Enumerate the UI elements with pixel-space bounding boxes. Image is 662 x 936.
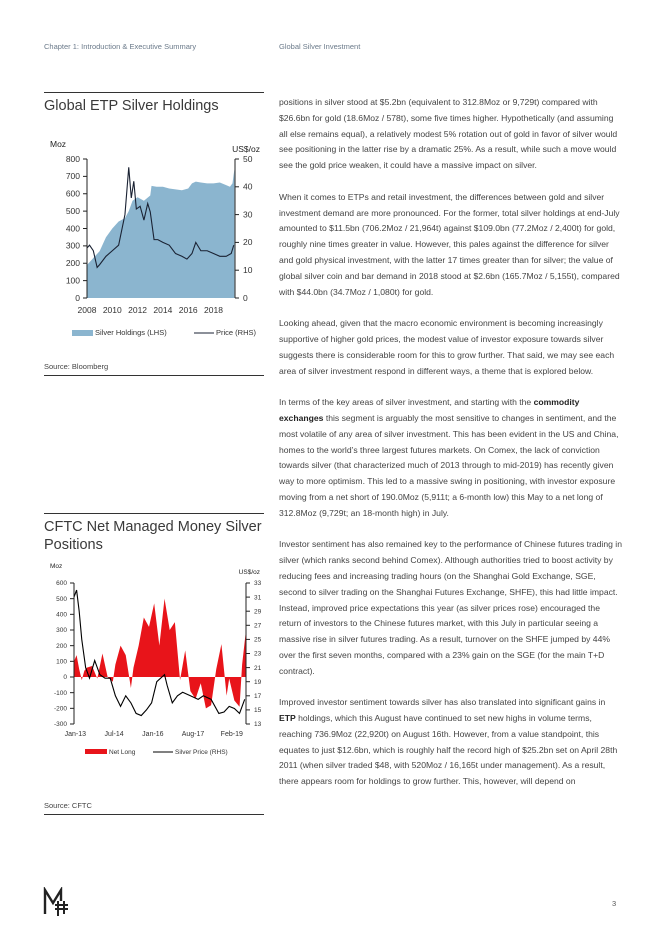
left-tick-label: 300 — [65, 240, 80, 251]
right-tick-label: 29 — [254, 608, 262, 616]
right-tick-label: 13 — [254, 721, 262, 729]
left-tick-label: 300 — [56, 627, 67, 635]
right-tick-label: 17 — [254, 692, 262, 700]
left-tick-label: 500 — [65, 205, 80, 216]
left-tick-label: 500 — [56, 595, 67, 603]
x-tick-label: 2008 — [77, 305, 97, 315]
paragraph-text: holdings, which this August have continued to set new highs in volume terms, reaching 736.9Moz (22,920t) on August 16th. However, from a value standpoint, this equates to just $12.6bn, which is roughly half the record high of $25.2bn set on April 28th 2011 (when silver traded $48, with 520Moz / 16,165t under management). As a result, there appears room for holdings to grow further. This, however, will depend on — [279, 713, 618, 787]
x-tick-label: 2016 — [178, 305, 198, 315]
legend-swatch-area — [72, 330, 93, 336]
right-tick-label: 30 — [243, 209, 253, 220]
paragraph: positions in silver stood at $5.2bn (equivalent to 312.8Moz or 9,729t) compared with $26.6bn for gold (18.6Moz / 578t), some five times higher. Hypothetically (and assuming all else remains equal), a relatively modest 5% rotation out of gold in favor of silver would see positioning in the latter rise by a dramatic 25%. As a result, while such a move would see the gold price weaken, it could have a massive impact on silver. — [279, 97, 618, 171]
left-tick-label: 100 — [65, 275, 80, 286]
legend-swatch-area — [85, 749, 107, 754]
left-tick-label: -200 — [53, 705, 67, 713]
right-axis-title: US$/oz — [232, 144, 260, 154]
left-tick-label: 200 — [56, 642, 67, 650]
left-tick-label: -300 — [53, 721, 67, 729]
x-tick-label: 2012 — [128, 305, 148, 315]
right-tick-label: 19 — [254, 678, 262, 686]
paragraph — [279, 395, 624, 521]
chart2-top-rule — [44, 513, 264, 514]
x-tick-label: Feb-19 — [220, 731, 243, 738]
paragraph-text: Improved investor sentiment towards silver has also translated into significant gains in — [279, 697, 606, 708]
section-header: Global Silver Investment — [279, 42, 361, 51]
left-tick-label: 400 — [65, 223, 80, 234]
right-axis-title: US$/oz — [238, 569, 260, 576]
bold-term: commodity exchanges — [279, 397, 580, 423]
right-tick-label: 10 — [243, 265, 253, 276]
paragraph-text: this segment is arguably the most sensitive to changes in sentiment, and the most volatile of any area of silver investment. This has been evident in the US and China, homes to the world’s three largest futures markets. On Comex, the lack of conviction towards silver (that characterized much of 2013 through to mid-2019) has recently given way to more optimism. This led to a massive swing in positioning, with investor exposure moving from a net short of 190.0Moz (5,911t; a 6-month low) this May to a net long of 312.8Moz (9,729t; an 18-month high) in July. — [279, 412, 619, 518]
chart2-source: Source: CFTC — [44, 801, 92, 810]
right-tick-label: 27 — [254, 622, 262, 630]
left-tick-label: 600 — [65, 188, 80, 199]
x-tick-label: Jan-16 — [142, 731, 164, 738]
left-tick-label: -100 — [53, 689, 67, 697]
legend-label-line: Price (RHS) — [216, 328, 257, 337]
right-tick-label: 25 — [254, 636, 262, 644]
chart1-bottom-rule — [44, 375, 264, 376]
paragraph: When it comes to ETPs and retail investment, the differences between gold and silver investment demand are more pronounced. For the former, total silver holdings at end-July amounted to $11.5bn (706.2Moz / 21,964t) against $109.0bn (77.2Moz / 2,400t) for gold, roughly nine times greater in value. However, this pales against the difference for silver and gold physical investment, with the latter 17 times greater than for silver; the value of global silver coin and bar demand in 2018 stood at $2.6bn (165.7Moz / 5,155t), compared with $44.0bn (34.7Moz / 1,080t) for gold. — [279, 191, 620, 297]
left-tick-label: 200 — [65, 258, 80, 269]
chart2-bottom-rule — [44, 814, 264, 815]
left-tick-label: 0 — [63, 674, 67, 682]
right-tick-label: 21 — [254, 664, 262, 672]
legend-label-line: Silver Price (RHS) — [175, 749, 228, 756]
bold-term: ETP — [279, 713, 296, 724]
paragraph — [279, 695, 624, 790]
body-text — [279, 95, 624, 806]
series-area-net-long — [74, 599, 246, 709]
x-tick-label: Jul-14 — [104, 731, 124, 738]
left-tick-label: 800 — [65, 153, 80, 164]
paragraph: Looking ahead, given that the macro economic environment is becoming increasingly supportive of higher gold prices, the modest value of investor exposure towards silver suggests there is considerable room for this to grow further. That said, we may see each area of silver investment respond in different ways, a theme that is explored below. — [279, 318, 615, 376]
left-tick-label: 400 — [56, 611, 67, 619]
left-axis-title: Moz — [50, 563, 63, 570]
x-tick-label: 2018 — [204, 305, 223, 315]
chart1-source: Source: Bloomberg — [44, 362, 109, 371]
left-tick-label: 100 — [56, 658, 67, 666]
right-tick-label: 31 — [254, 594, 262, 602]
x-tick-label: Aug-17 — [181, 731, 205, 738]
mf-logo-icon — [42, 887, 72, 917]
paragraph: Investor sentiment has also remained key to the performance of Chinese futures trading in silver (which ranks second behind Comex). Although authorities tried to boost activity by reducing fees and increasing trading hours (on the Shanghai Gold Exchange, SGE, second to silver trading on the Shanghai Futures Exchange, SHFE), this had little impact. Instead, improved price expectations this year (as silver prices rose) encouraged the return of investors to the Chinese futures market, with this July in particular seeing a massive rise in silver futures trading. As a result, turnover on the SHFE jumped by 44% over the first seven months, compared with a 23% gain on the SGE (for the main T+D contract). — [279, 539, 622, 676]
left-tick-label: 0 — [75, 292, 80, 303]
right-tick-label: 23 — [254, 650, 262, 658]
etp-holdings-chart — [38, 135, 268, 350]
right-tick-label: 33 — [254, 580, 262, 588]
right-tick-label: 0 — [243, 292, 248, 303]
right-tick-label: 20 — [243, 237, 253, 248]
x-tick-label: 2010 — [102, 305, 122, 315]
legend-label-area: Silver Holdings (LHS) — [95, 328, 167, 337]
chart2-title: CFTC Net Managed Money Silver Positions — [44, 519, 262, 553]
series-area-silver-holdings-lhs- — [87, 169, 234, 298]
left-tick-label: 600 — [56, 580, 67, 588]
right-tick-label: 15 — [254, 707, 262, 715]
left-tick-label: 700 — [65, 171, 80, 182]
chart1-top-rule — [44, 92, 264, 93]
legend-label-area: Net Long — [109, 749, 136, 756]
right-tick-label: 50 — [243, 153, 253, 164]
x-tick-label: Jan-13 — [64, 731, 86, 738]
paragraph-text: In terms of the key areas of silver investment, and starting with the — [279, 397, 534, 408]
cftc-positions-chart — [38, 558, 268, 763]
left-axis-title: Moz — [50, 139, 67, 149]
x-tick-label: 2014 — [153, 305, 173, 315]
chart1-title: Global ETP Silver Holdings — [44, 98, 219, 114]
chapter-header: Chapter 1: Introduction & Executive Summary — [44, 42, 197, 51]
right-tick-label: 40 — [243, 181, 253, 192]
page-number: 3 — [612, 899, 617, 908]
